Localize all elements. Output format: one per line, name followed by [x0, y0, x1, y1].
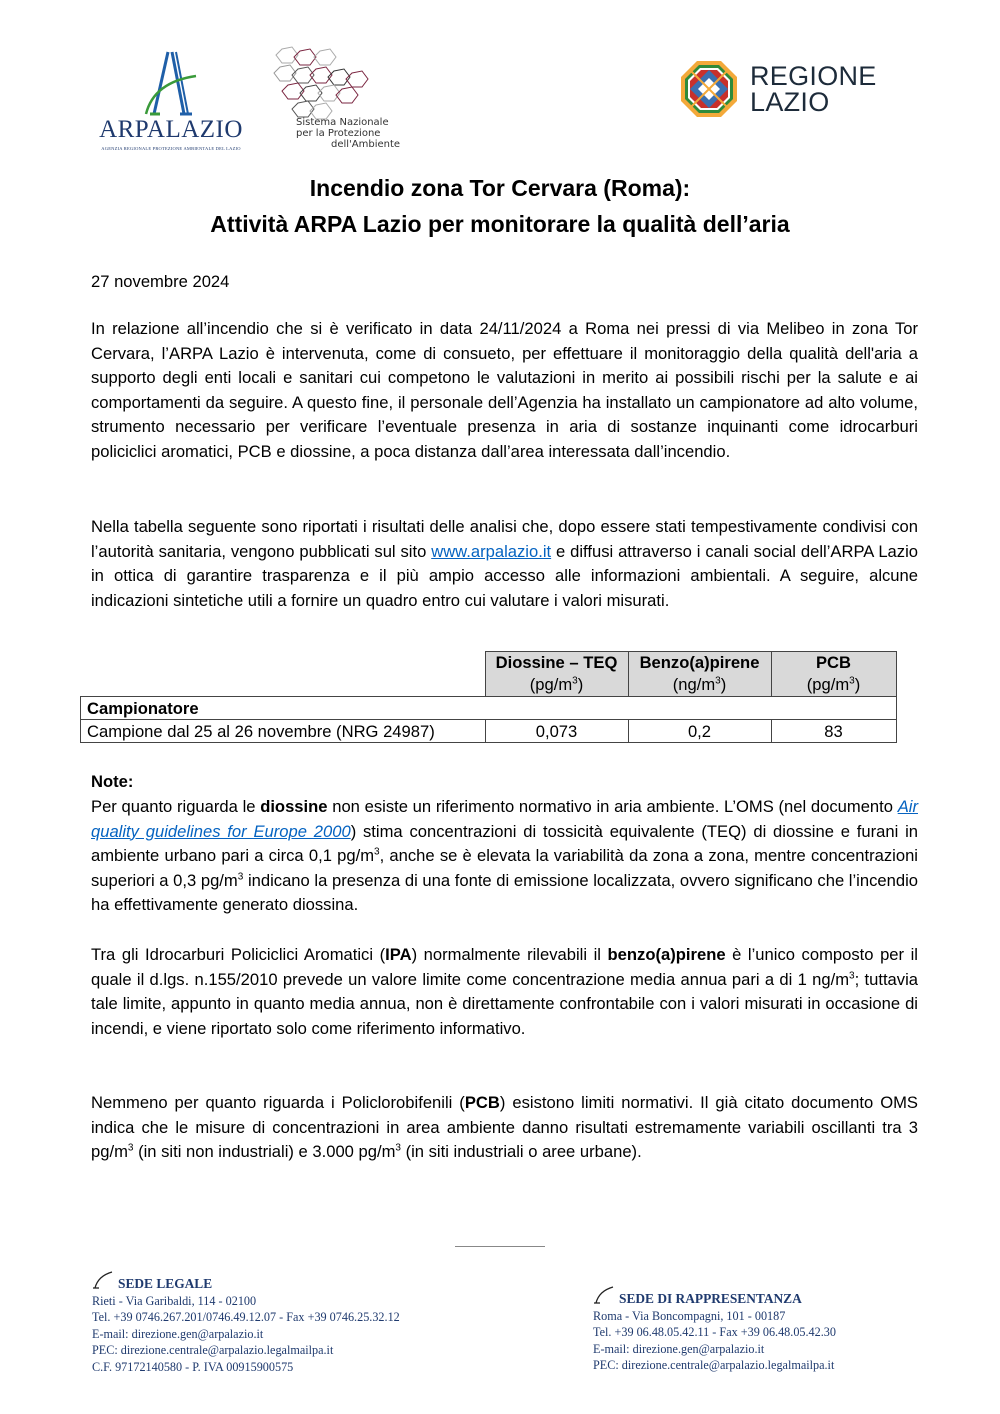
- swoosh-icon: [92, 1270, 114, 1290]
- table-section-row: [81, 697, 897, 720]
- sede-legale-email: E-mail: direzione.gen@arpalazio.it: [92, 1326, 264, 1341]
- table-row: [81, 720, 897, 743]
- column-unit: $(ng/m^3)$: [672, 675, 727, 694]
- p2-text-after: e diffusi attraverso i canali social dell’ARPA Lazio in ottica di garantire trasparenza e il più ampio accesso alle informazioni ambientali. A seguire, alcune indicazioni sintetiche utili a fornire un quadro entro cui valutare i valori misurati.: [91, 541, 918, 610]
- column-name: Diossine – TEQ: [495, 653, 618, 672]
- air-quality-guidelines-link[interactable]: Air quality guidelines for Europe 2000: [91, 797, 918, 841]
- title-line-2: Attività ARPA Lazio per monitorare la qualità dell’aria: [210, 211, 790, 237]
- sede-legale-address: Rieti - Via Garibaldi, 114 - 02100: [92, 1293, 257, 1308]
- note-ipa: Tra gli Idrocarburi Policiclici Aromatici (IPA) normalmente rilevabili il benzo(a)pirene è l’unico composto per il quale il d.lgs. n.155/2010 prevede un valore limite come concentrazione media annua pari a di 1 $ng/m^3$; tuttavia tale limite, appunto in quanto media annua, non è direttamente confrontabile con i valori misurati in occasione di incendi, e viene riportato solo come riferimento informativo.: [91, 945, 918, 1038]
- arpa-logo-subtitle: AGENZIA REGIONALE PROTEZIONE AMBIENTALE DEL LAZIO: [101, 146, 241, 151]
- arpa-logo-wordmark: ARPALAZIO: [99, 116, 243, 143]
- snpa-line-2: per la Protezione: [296, 128, 381, 139]
- regione-line-2: LAZIO: [750, 87, 830, 117]
- column-header-pcb: [771, 652, 896, 697]
- snpa-line-1: Sistema Nazionale: [296, 117, 389, 128]
- sede-legale-tax-ids: C.F. 97172140580 - P. IVA 00915900575: [92, 1359, 294, 1374]
- footer-separator: [455, 1246, 545, 1247]
- sede-rappresentanza-pec: PEC: direzione.centrale@arpalazio.legalmailpa.it: [593, 1358, 835, 1372]
- arpa-a-emblem-icon: [96, 48, 246, 118]
- footer-sede-rappresentanza: [593, 1285, 913, 1374]
- regione-lazio-crest-icon: [680, 60, 738, 118]
- page-title: [0, 170, 1000, 242]
- bold-term-diossine: diossine: [260, 797, 328, 816]
- snpa-logo-text: [296, 117, 400, 150]
- table-header-row: [81, 652, 897, 697]
- sede-legale-heading: SEDE LEGALE: [92, 1270, 492, 1293]
- section-label-cell: Campionatore: [81, 697, 897, 720]
- bold-term-benzoapirene: benzo(a)pirene: [607, 945, 726, 964]
- sede-rappresentanza-phone: Tel. +39 06.48.05.42.11 - Fax +39 06.48.05.42.30: [593, 1325, 836, 1339]
- hexagon-network-icon: [268, 45, 438, 120]
- snpa-line-3: dell'Ambiente: [331, 139, 401, 150]
- pcb-value-cell: 83: [771, 720, 896, 743]
- sede-rappresentanza-heading: SEDE DI RAPPRESENTANZA: [593, 1285, 913, 1308]
- sede-legale-pec: PEC: direzione.centrale@arpalazio.legalmailpa.it: [92, 1343, 334, 1357]
- snpa-logo: [268, 45, 438, 155]
- column-name: PCB: [815, 653, 852, 672]
- bold-term-ipa: IPA: [385, 945, 412, 964]
- footer-sede-legale: [92, 1270, 492, 1375]
- sede-legale-phone: Tel. +39 0746.267.201/0746.49.12.07 - Fax +39 0746.25.32.12: [92, 1310, 400, 1324]
- column-header-benzoapirene: [628, 652, 771, 697]
- bold-term-pcb: PCB: [464, 1093, 500, 1112]
- table-intro-paragraph: [91, 515, 918, 613]
- regione-lazio-logo: [680, 60, 890, 120]
- sede-rappresentanza-address: Roma - Via Boncompagni, 101 - 00187: [593, 1308, 786, 1323]
- regione-line-1: REGIONE: [750, 61, 877, 91]
- arpalazio-website-link[interactable]: www.arpalazio.it: [431, 541, 552, 561]
- row-label-cell: Campione dal 25 al 26 novembre (NRG 24987): [81, 720, 486, 743]
- notes-heading: Note:: [91, 772, 134, 791]
- p2-text-before: Nella tabella seguente sono riportati i risultati delle analisi che, dopo essere stati tempestivamente condivisi con l’autorità sanitaria, vengono pubblicati sul sito: [91, 517, 918, 561]
- regione-logo-wordmark: [750, 63, 877, 115]
- swoosh-icon: [593, 1285, 615, 1305]
- note-pcb: Nemmeno per quanto riguarda i Policlorobifenili (PCB) esistono limiti normativi. Il già citato documento OMS indica che le misure di concentrazioni in area ambiente danno risultati estremamente variabili oscillanti tra 3 $pg/m^3$ (in siti non industriali) e 3.000 $pg/m^3$ (in siti industriali o aree urbane).: [91, 1093, 918, 1162]
- note-diossine: Per quanto riguarda le diossine non esiste un riferimento normativo in aria ambiente. L’OMS (nel documento Air quality guidelines for Europe 2000) stima concentrazioni di tossicità equivalente (TEQ) di diossine e furani in ambiente urbano pari a circa 0,1 $pg/m^3$, anche se è elevata la variabilità da zona a zona, mentre concentrazioni superiori a 0,3 $pg/m^3$ indicano la presenza di una fonte di emissione localizzata, ovvero significano che l’incendio ha effettivamente generato diossina.: [91, 797, 918, 915]
- column-unit: $(pg/m^3)$: [529, 675, 584, 694]
- benzoapirene-value-cell: 0,2: [628, 720, 771, 743]
- arpa-lazio-logo: [96, 48, 246, 158]
- diossine-value-cell: 0,073: [485, 720, 628, 743]
- sede-rappresentanza-email: E-mail: direzione.gen@arpalazio.it: [593, 1341, 765, 1356]
- intro-paragraph: In relazione all’incendio che si è verificato in data 24/11/2024 a Roma nei pressi di via Melibeo in zona Tor Cervara, l’ARPA Lazio è intervenuta, come di consueto, per effettuare il monitoraggio della qualità dell'aria a supporto degli enti locali e sanitari cui competono le valutazioni in merito ai possibili rischi per la salute e ai comportamenti da seguire. A questo fine, il personale dell’Agenzia ha installato un campionatore ad alto volume, strumento necessario per verificare l’eventuale presenza in aria di sostanze inquinanti come idrocarburi policiclici aromatici, PCB e diossine, a poca distanza dall’area interessata dall’incendio.: [91, 319, 918, 461]
- publication-date: 27 novembre 2024: [91, 272, 230, 291]
- column-unit: $(pg/m^3)$: [806, 675, 861, 694]
- results-table: [80, 651, 897, 743]
- column-name: Benzo(a)pirene: [639, 653, 760, 672]
- column-header-diossine: [485, 652, 628, 697]
- title-line-1: Incendio zona Tor Cervara (Roma):: [309, 175, 691, 201]
- table-corner-cell: [81, 652, 486, 697]
